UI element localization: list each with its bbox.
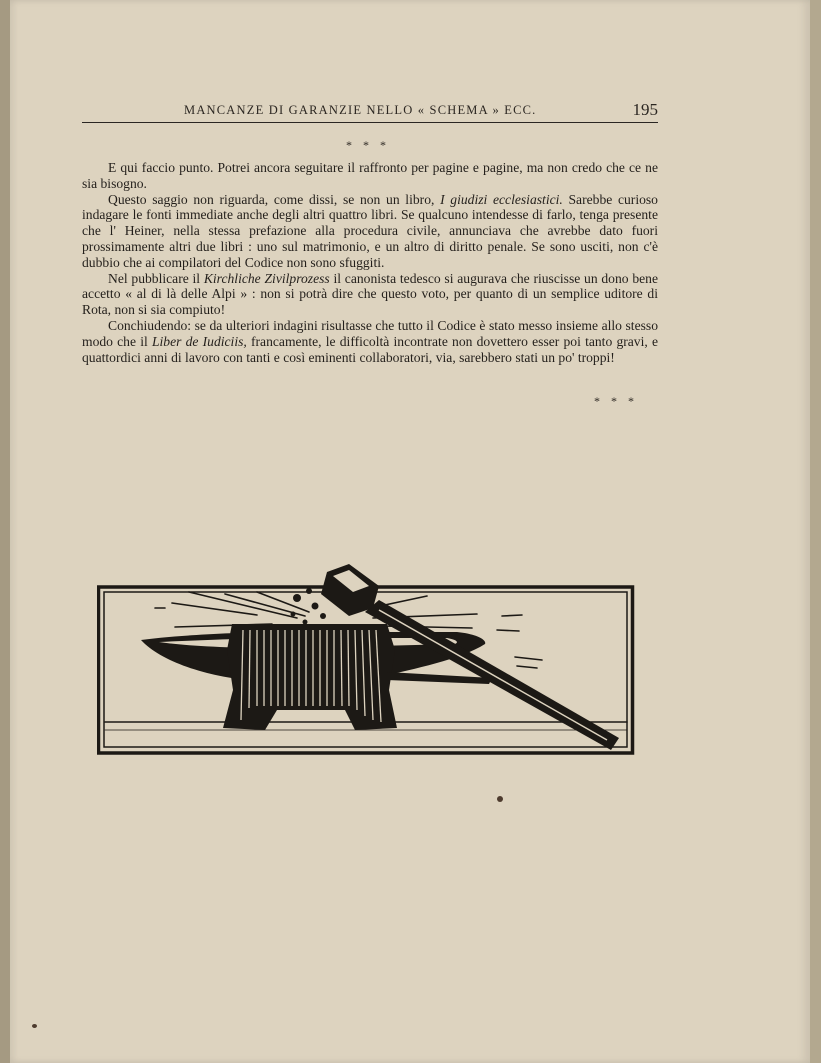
paragraph-3: Nel pubblicare il Kirchliche Zivilprozess il canonista tedesco si augurava che riuscisse un dono bene accetto « al di là delle Alpi » : non si potrà dire che questo voto, per quanto di un semplice uditore di Rota, non si sia compiuto! xyxy=(82,270,659,318)
running-header xyxy=(82,100,658,123)
italic-title: Liber de Iudiciis, xyxy=(151,333,247,349)
body-text xyxy=(82,160,658,365)
paragraph-2: Questo saggio non riguarda, come dissi, se non un libro, I giudizi ecclesiastici. Sarebbe curioso indagare le fonti immediate anche degli altri quattro libri. Se qualcuno intendesse di farlo, tenga presente che l' Heiner, nella stessa prefazione alla procedura civile, annunciava che avrebbe dato fuori prossimamente altri due libri : uno sul matrimonio, e un altro di diritto penale. Se sono usciti, non c'è dubbio che ai compilatori del Codice non sono sfuggiti. xyxy=(82,191,658,270)
page-number: 195 xyxy=(632,100,658,119)
anvil-and-hammer-woodcut-icon xyxy=(97,560,637,756)
page-edge xyxy=(810,0,821,1063)
paragraph-1: E qui faccio punto. Potrei ancora seguitare il raffronto per pagine e pagine, ma non credo che ce ne sia bisogno. xyxy=(82,160,658,191)
running-title: MANCANZE DI GARANZIE NELLO « SCHEMA » ECC. xyxy=(184,103,537,117)
italic-title: Kirchliche Zivilprozess xyxy=(203,270,330,286)
section-break-bottom: * * * xyxy=(594,394,638,408)
book-page xyxy=(10,0,810,1063)
paragraph-4: Conchiudendo: se da ulteriori indagini risultasse che tutto il Codice è stato messo insieme allo stesso modo che il Liber de Iudiciis, francamente, le difficoltà incontrate non dovettero esser poi tanto gravi, e quattordici anni di lavoro con tanti e così eminenti collaboratori, via, sarebbero stati un po' troppi! xyxy=(82,317,658,365)
book-gutter xyxy=(0,0,10,1063)
paper-speck xyxy=(32,1024,37,1028)
section-break-top: * * * xyxy=(346,138,390,152)
paper-speck xyxy=(497,796,503,802)
italic-title: I giudizi ecclesiastici. xyxy=(440,191,563,207)
